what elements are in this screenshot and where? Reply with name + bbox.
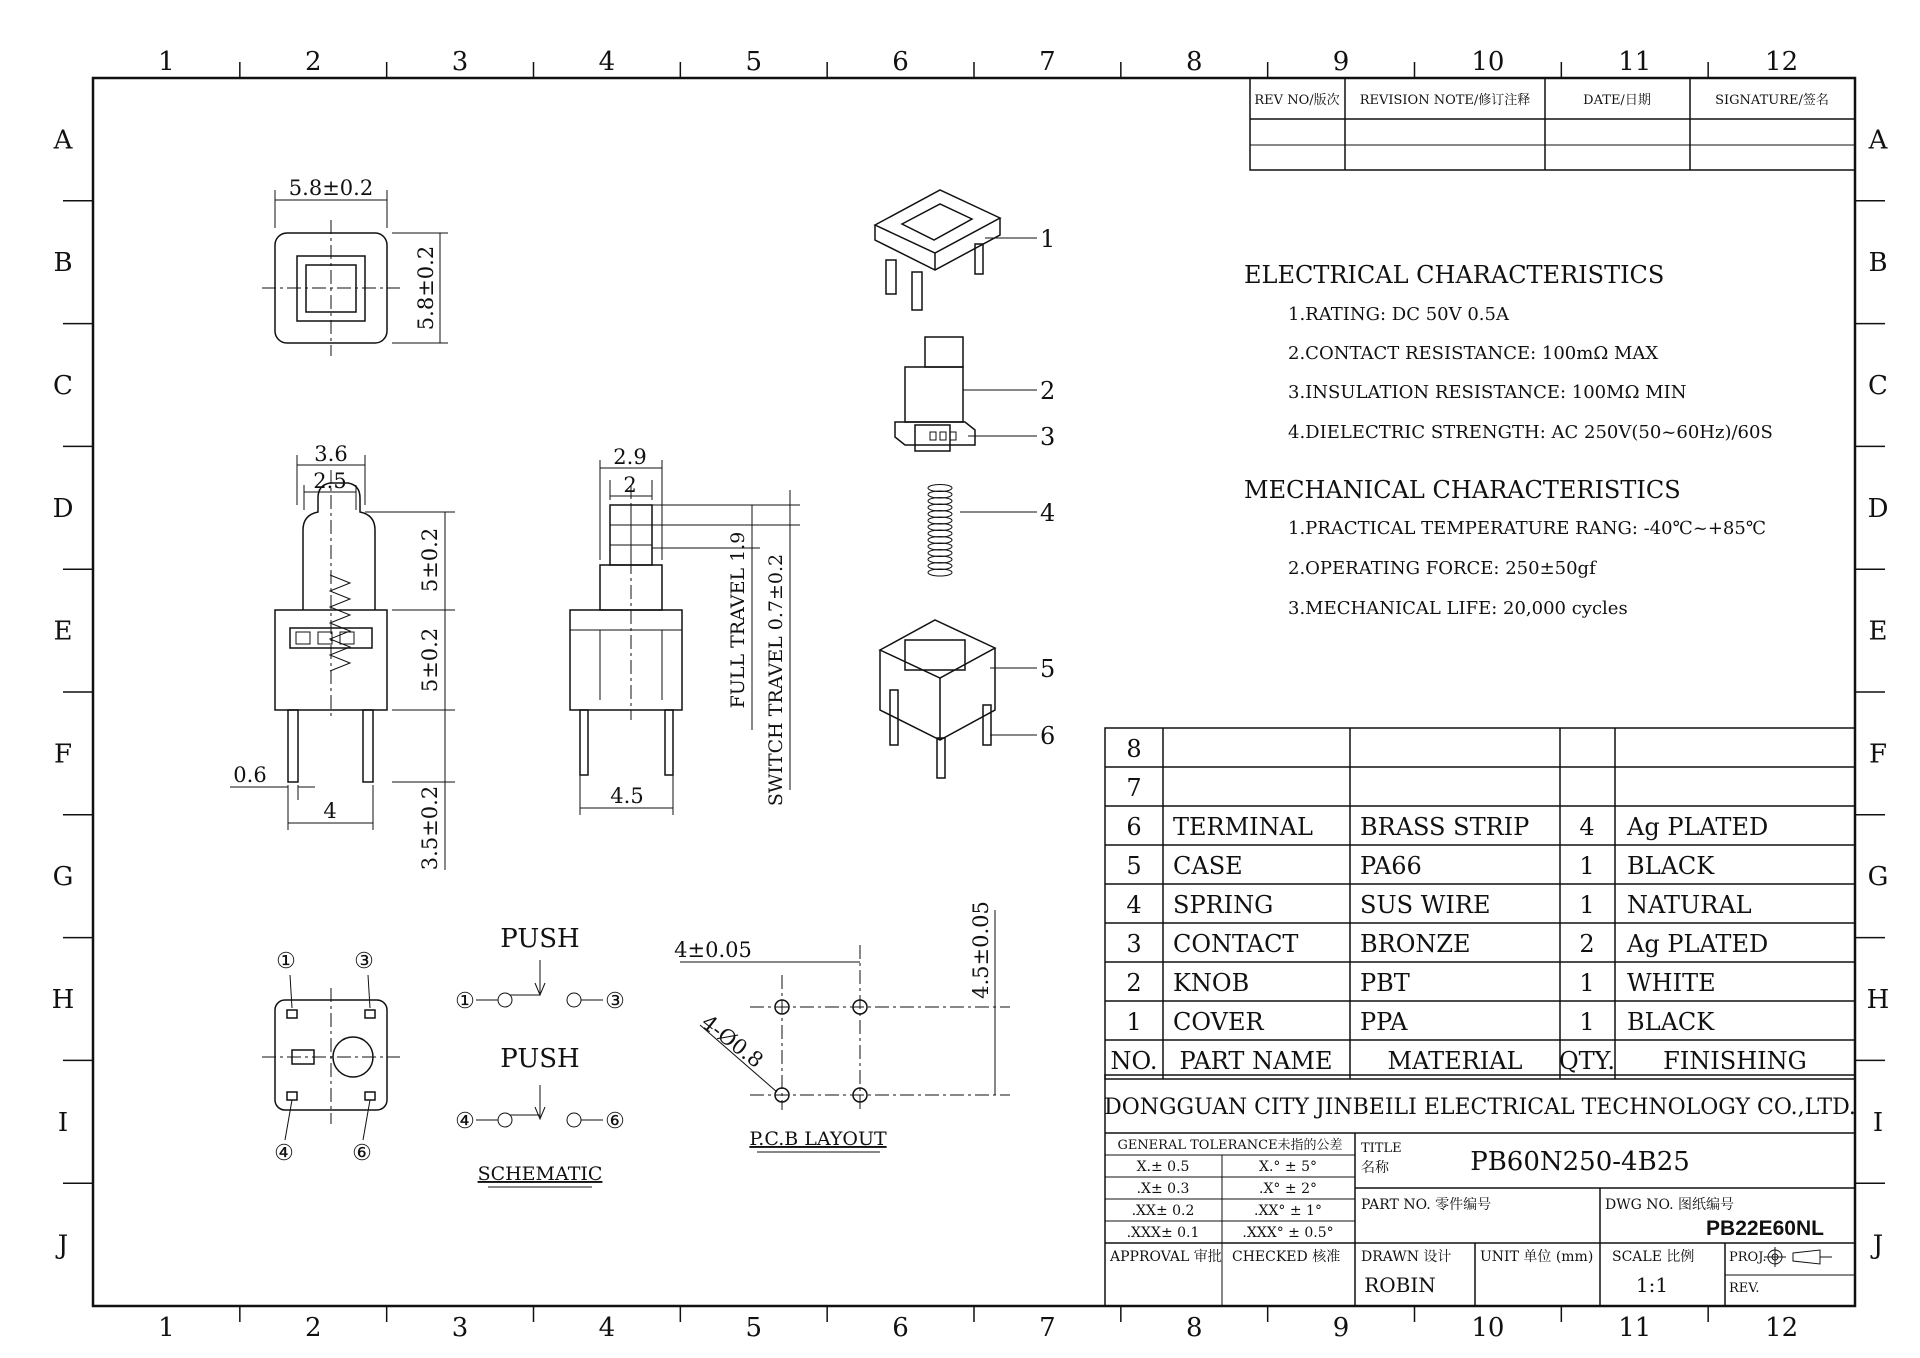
callout-1: 1 xyxy=(1040,225,1056,253)
grid-column-label: 3 xyxy=(451,1313,469,1343)
bom-finishing: BLACK xyxy=(1627,852,1715,880)
rev-label: REV. xyxy=(1729,1281,1760,1296)
grid-row-label: A xyxy=(53,125,73,156)
spring-coil xyxy=(928,524,952,531)
pin-3: ③ xyxy=(354,949,374,974)
title-label-cn: 名称 xyxy=(1361,1160,1389,1176)
dim-3-5: 3.5±0.2 xyxy=(418,785,442,871)
dim-pcb-hole: 4-Ø0.8 xyxy=(696,1010,768,1073)
grid-column-label: 9 xyxy=(1332,47,1350,77)
spring-coil xyxy=(928,537,952,544)
bom-no: 7 xyxy=(1126,774,1142,802)
callout-5: 5 xyxy=(1040,655,1056,683)
bom-part-name: SPRING xyxy=(1173,891,1274,919)
electrical-characteristics xyxy=(1244,261,1773,443)
dim-4-5: 4.5 xyxy=(610,784,644,808)
tolerance-linear: .XXX± 0.1 xyxy=(1126,1225,1200,1241)
push-label-2: PUSH xyxy=(500,1044,580,1074)
grid-row-label: I xyxy=(1872,1107,1884,1138)
scale-value: 1:1 xyxy=(1635,1273,1669,1297)
bom-header: PART NAME xyxy=(1179,1047,1333,1075)
dim-pcb-x: 4±0.05 xyxy=(674,938,752,962)
dim-2: 2 xyxy=(623,473,637,497)
electrical-item: 4.DIELECTRIC STRENGTH: AC 250V(50~60Hz)/60S xyxy=(1288,422,1773,443)
grid-column-label: 6 xyxy=(892,1313,909,1343)
grid-column-label: 7 xyxy=(1039,47,1056,77)
bom-no: 3 xyxy=(1126,930,1142,958)
bom-qty: 1 xyxy=(1579,1008,1595,1036)
dim-switch-travel: SWITCH TRAVEL 0.7±0.2 xyxy=(765,553,787,807)
mechanical-title: MECHANICAL CHARACTERISTICS xyxy=(1244,476,1681,504)
spring-coil xyxy=(928,511,952,518)
grid-row-label: F xyxy=(53,739,73,770)
bom-no: 4 xyxy=(1126,891,1142,919)
bom-no: 2 xyxy=(1126,969,1142,997)
spring-coil xyxy=(928,550,952,557)
tolerance-angular: X.° ± 5° xyxy=(1259,1159,1317,1175)
grid-column-label: 5 xyxy=(745,47,763,77)
dwg-no-label: DWG NO. 图纸编号 xyxy=(1605,1197,1735,1213)
schematic-label: SCHEMATIC xyxy=(477,1163,603,1185)
scale-label: SCALE 比例 xyxy=(1612,1249,1695,1265)
dim-4: 4 xyxy=(323,799,337,823)
bom-no: 8 xyxy=(1126,735,1142,763)
grid-row-label: C xyxy=(1868,371,1888,401)
grid-row-label: J xyxy=(1872,1230,1884,1261)
grid-row-label: E xyxy=(53,616,73,647)
bom-qty: 4 xyxy=(1579,813,1595,841)
grid-column-label: 1 xyxy=(158,1313,175,1343)
bom-part-name: TERMINAL xyxy=(1173,813,1313,841)
grid-column-label: 7 xyxy=(1039,1313,1056,1343)
approval-label: APPROVAL 审批 xyxy=(1110,1249,1222,1265)
top-view xyxy=(262,176,448,356)
bom-material: SUS WIRE xyxy=(1360,891,1491,919)
bom-header: NO. xyxy=(1110,1047,1158,1075)
bom-part-name: CASE xyxy=(1173,852,1243,880)
bom-part-name: COVER xyxy=(1173,1008,1264,1036)
grid-column-label: 2 xyxy=(304,47,322,77)
pin-6: ⑥ xyxy=(352,1141,372,1166)
grid-column-label: 8 xyxy=(1185,1313,1203,1343)
grid-row-label: A xyxy=(1868,125,1888,156)
title-block xyxy=(1104,1075,1856,1306)
grid-row-label: B xyxy=(53,248,73,279)
rev-header-no: REV NO/版次 xyxy=(1254,93,1340,108)
bom-header: QTY. xyxy=(1558,1047,1616,1075)
pin-4: ④ xyxy=(274,1141,294,1166)
bom-no: 5 xyxy=(1126,852,1142,880)
pin-1: ① xyxy=(276,949,296,974)
projection-symbol-icon xyxy=(1764,1247,1832,1267)
grid-row-label: G xyxy=(1867,862,1889,893)
grid-row-label: E xyxy=(1868,616,1888,647)
proj-label: PROJ. xyxy=(1729,1250,1767,1265)
rev-header-note: REVISION NOTE/修订注释 xyxy=(1359,93,1531,108)
bom-finishing: BLACK xyxy=(1627,1008,1715,1036)
grid-row-label: I xyxy=(57,1107,69,1138)
side-view xyxy=(570,445,800,815)
bom-material: BRONZE xyxy=(1360,930,1471,958)
tolerance-title: GENERAL TOLERANCE未指的公差 xyxy=(1117,1138,1343,1153)
bom-header: FINISHING xyxy=(1663,1047,1807,1075)
grid-column-label: 2 xyxy=(304,1313,322,1343)
spring-coil xyxy=(928,498,952,505)
bom-material: PPA xyxy=(1360,1008,1408,1036)
bom-part-name: CONTACT xyxy=(1173,930,1299,958)
grid-column-label: 12 xyxy=(1765,1313,1799,1343)
schematic-pin-3: ③ xyxy=(605,989,625,1014)
dim-2-5: 2.5 xyxy=(313,469,347,493)
callout-2: 2 xyxy=(1040,377,1056,405)
drawing-title: PB60N250-4B25 xyxy=(1470,1147,1690,1177)
bom-no: 1 xyxy=(1126,1008,1142,1036)
tolerance-linear: .X± 0.3 xyxy=(1136,1181,1190,1197)
bom-finishing: Ag PLATED xyxy=(1627,930,1769,958)
pcb-label: P.C.B LAYOUT xyxy=(749,1128,887,1150)
grid-column-label: 10 xyxy=(1471,47,1505,77)
electrical-item: 3.INSULATION RESISTANCE: 100MΩ MIN xyxy=(1288,382,1687,403)
bom-finishing: WHITE xyxy=(1627,969,1716,997)
title-label: TITLE xyxy=(1361,1141,1402,1156)
spring-coil xyxy=(928,569,952,576)
dim-top-width: 5.8±0.2 xyxy=(288,176,374,200)
dim-full-travel: FULL TRAVEL 1.9 xyxy=(727,531,749,709)
dim-5-lower: 5±0.2 xyxy=(418,627,442,693)
spring-coil xyxy=(928,491,952,498)
grid-row-label: B xyxy=(1868,248,1888,279)
grid-row-label: H xyxy=(51,985,75,1015)
bom-material: PA66 xyxy=(1360,852,1422,880)
tolerance-linear: .XX± 0.2 xyxy=(1131,1203,1195,1219)
schematic-pin-4: ④ xyxy=(455,1109,475,1134)
bom-qty: 2 xyxy=(1579,930,1595,958)
electrical-item: 1.RATING: DC 50V 0.5A xyxy=(1288,304,1509,325)
spring-coil xyxy=(928,543,952,550)
callout-4: 4 xyxy=(1040,499,1056,527)
grid-column-label: 11 xyxy=(1618,1313,1652,1343)
unit-label: UNIT 单位 (mm) xyxy=(1480,1249,1594,1265)
grid-row-label: G xyxy=(52,862,74,893)
mechanical-characteristics xyxy=(1244,476,1766,619)
spring-coil xyxy=(928,517,952,524)
callout-6: 6 xyxy=(1040,722,1056,750)
spring-coil xyxy=(928,530,952,537)
grid-column-label: 11 xyxy=(1618,47,1652,77)
rev-header-date: DATE/日期 xyxy=(1583,93,1651,108)
push-label-1: PUSH xyxy=(500,924,580,954)
revision-table xyxy=(1250,78,1855,170)
grid-column-label: 10 xyxy=(1471,1313,1505,1343)
schematic-pin-1: ① xyxy=(455,989,475,1014)
front-view xyxy=(230,442,455,870)
bom-table xyxy=(1105,728,1855,1079)
mechanical-item: 3.MECHANICAL LIFE: 20,000 cycles xyxy=(1288,598,1628,619)
schematic xyxy=(455,924,625,1187)
grid-row-label: D xyxy=(52,493,74,524)
grid-row-label: C xyxy=(53,371,73,401)
dim-pcb-y: 4.5±0.05 xyxy=(969,901,993,999)
dim-5-upper: 5±0.2 xyxy=(418,527,442,593)
pcb-layout xyxy=(674,901,1010,1152)
spring-coil xyxy=(928,556,952,563)
schematic-pin-6: ⑥ xyxy=(605,1109,625,1134)
grid-column-label: 4 xyxy=(598,47,616,77)
bom-finishing: NATURAL xyxy=(1627,891,1752,919)
bom-qty: 1 xyxy=(1579,852,1595,880)
tolerance-angular: .X° ± 2° xyxy=(1259,1181,1317,1197)
dim-3-6: 3.6 xyxy=(314,442,348,466)
spring-coil xyxy=(928,563,952,570)
dim-2-9: 2.9 xyxy=(613,445,647,469)
grid-column-label: 9 xyxy=(1332,1313,1350,1343)
grid-row-label: F xyxy=(1868,739,1888,770)
grid-row-label: H xyxy=(1866,985,1890,1015)
bom-qty: 1 xyxy=(1579,891,1595,919)
part-no-label: PART NO. 零件编号 xyxy=(1361,1197,1492,1213)
bom-material: PBT xyxy=(1360,969,1410,997)
bom-no: 6 xyxy=(1126,813,1142,841)
tolerance-angular: .XXX° ± 0.5° xyxy=(1242,1225,1334,1241)
rev-header-signature: SIGNATURE/签名 xyxy=(1715,93,1829,108)
grid-row-label: D xyxy=(1867,493,1889,524)
dwg-no: PB22E60NL xyxy=(1706,1217,1824,1240)
company-name: DONGGUAN CITY JINBEILI ELECTRICAL TECHNOLOGY CO.,LTD. xyxy=(1104,1095,1856,1120)
mechanical-item: 1.PRACTICAL TEMPERATURE RANG: -40℃~+85℃ xyxy=(1288,518,1766,539)
tolerance-linear: X.± 0.5 xyxy=(1136,1159,1190,1175)
mechanical-item: 2.OPERATING FORCE: 250±50gf xyxy=(1288,558,1596,579)
callout-3: 3 xyxy=(1040,423,1056,451)
bom-material: BRASS STRIP xyxy=(1360,813,1530,841)
grid-column-label: 1 xyxy=(158,47,175,77)
grid-column-label: 4 xyxy=(598,1313,616,1343)
tolerance-angular: .XX° ± 1° xyxy=(1254,1203,1322,1219)
drawn-by: ROBIN xyxy=(1364,1273,1436,1297)
dim-top-height: 5.8±0.2 xyxy=(414,245,438,331)
spring-coil xyxy=(928,485,952,492)
bom-part-name: KNOB xyxy=(1173,969,1250,997)
spring-coil xyxy=(928,504,952,511)
bom-header: MATERIAL xyxy=(1387,1047,1523,1075)
grid-column-label: 5 xyxy=(745,1313,763,1343)
bom-finishing: Ag PLATED xyxy=(1627,813,1769,841)
grid-column-label: 3 xyxy=(451,47,469,77)
grid-row-label: J xyxy=(57,1230,69,1261)
electrical-title: ELECTRICAL CHARACTERISTICS xyxy=(1244,261,1665,289)
electrical-item: 2.CONTACT RESISTANCE: 100mΩ MAX xyxy=(1288,343,1659,364)
grid-column-label: 12 xyxy=(1765,47,1799,77)
bom-qty: 1 xyxy=(1579,969,1595,997)
grid-column-label: 6 xyxy=(892,47,909,77)
dim-0-6: 0.6 xyxy=(233,763,267,787)
exploded-view xyxy=(875,190,1055,778)
checked-label: CHECKED 核准 xyxy=(1232,1249,1341,1265)
bottom-view xyxy=(262,949,400,1166)
drawn-label: DRAWN 设计 xyxy=(1361,1249,1452,1265)
grid-column-label: 8 xyxy=(1185,47,1203,77)
